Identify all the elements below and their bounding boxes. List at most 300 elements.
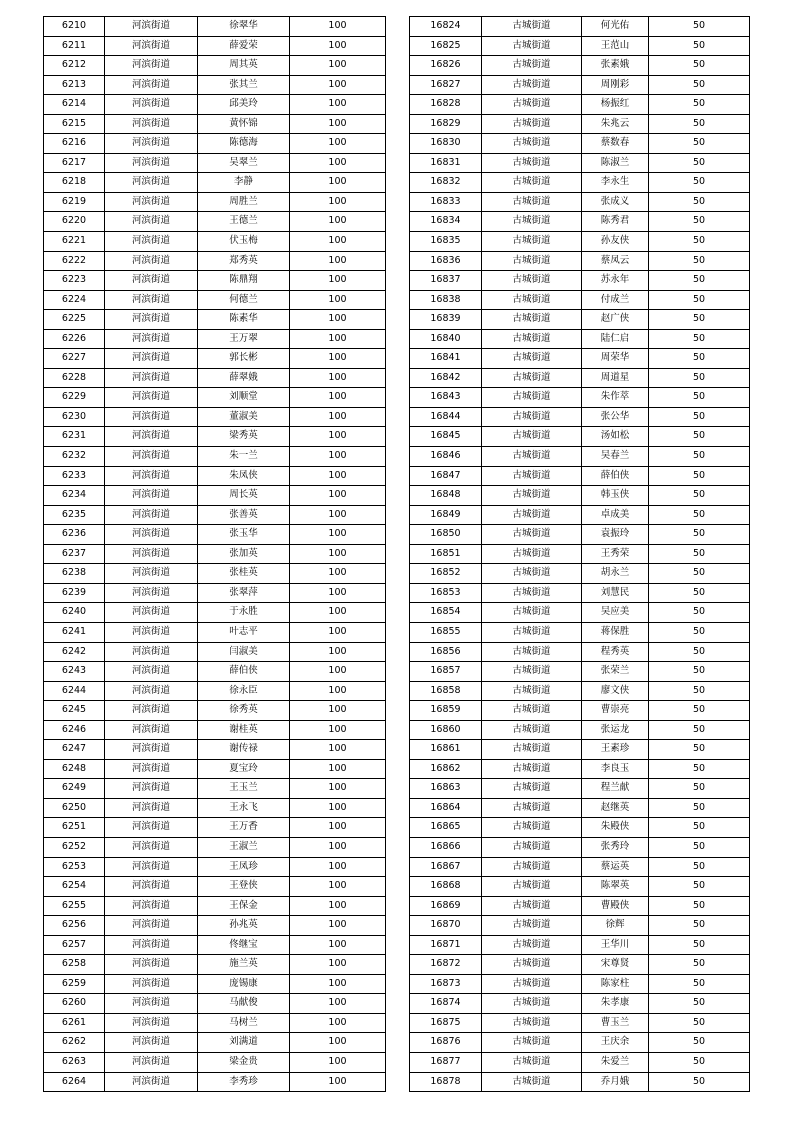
name-cell: 徐翠华 bbox=[198, 17, 290, 37]
table-row bbox=[44, 798, 386, 818]
amount-cell: 50 bbox=[649, 36, 750, 56]
street-cell: 古城街道 bbox=[482, 388, 582, 408]
amount-cell: 100 bbox=[290, 153, 386, 173]
table-row bbox=[410, 525, 750, 545]
table-row bbox=[410, 974, 750, 994]
table-row bbox=[44, 388, 386, 408]
amount-cell: 100 bbox=[290, 603, 386, 623]
serial-number-cell: 16869 bbox=[410, 896, 482, 916]
street-cell: 河滨街道 bbox=[105, 603, 198, 623]
serial-number-cell: 16868 bbox=[410, 877, 482, 897]
serial-number-cell: 6244 bbox=[44, 681, 105, 701]
amount-cell: 50 bbox=[649, 642, 750, 662]
amount-cell: 100 bbox=[290, 407, 386, 427]
street-cell: 河滨街道 bbox=[105, 544, 198, 564]
table-row bbox=[410, 407, 750, 427]
serial-number-cell: 6225 bbox=[44, 310, 105, 330]
amount-cell: 100 bbox=[290, 681, 386, 701]
amount-cell: 100 bbox=[290, 1072, 386, 1092]
amount-cell: 100 bbox=[290, 759, 386, 779]
serial-number-cell: 6259 bbox=[44, 974, 105, 994]
serial-number-cell: 16836 bbox=[410, 251, 482, 271]
street-cell: 河滨街道 bbox=[105, 56, 198, 76]
street-cell: 河滨街道 bbox=[105, 779, 198, 799]
serial-number-cell: 6233 bbox=[44, 466, 105, 486]
table-row bbox=[44, 505, 386, 525]
amount-cell: 100 bbox=[290, 701, 386, 721]
table-row bbox=[410, 681, 750, 701]
amount-cell: 100 bbox=[290, 447, 386, 467]
amount-cell: 100 bbox=[290, 427, 386, 447]
name-cell: 周长英 bbox=[198, 486, 290, 506]
street-cell: 古城街道 bbox=[482, 407, 582, 427]
table-row bbox=[44, 368, 386, 388]
name-cell: 陈鼎翔 bbox=[198, 271, 290, 291]
street-cell: 河滨街道 bbox=[105, 1072, 198, 1092]
serial-number-cell: 16824 bbox=[410, 17, 482, 37]
name-cell: 赵广侠 bbox=[582, 310, 649, 330]
street-cell: 古城街道 bbox=[482, 818, 582, 838]
amount-cell: 100 bbox=[290, 564, 386, 584]
table-row bbox=[410, 447, 750, 467]
street-cell: 古城街道 bbox=[482, 916, 582, 936]
name-cell: 朱作萃 bbox=[582, 388, 649, 408]
serial-number-cell: 6223 bbox=[44, 271, 105, 291]
amount-cell: 50 bbox=[649, 974, 750, 994]
amount-cell: 50 bbox=[649, 427, 750, 447]
street-cell: 河滨街道 bbox=[105, 466, 198, 486]
name-cell: 郑秀英 bbox=[198, 251, 290, 271]
street-cell: 古城街道 bbox=[482, 1013, 582, 1033]
serial-number-cell: 16848 bbox=[410, 486, 482, 506]
serial-number-cell: 6220 bbox=[44, 212, 105, 232]
street-cell: 古城街道 bbox=[482, 153, 582, 173]
street-cell: 古城街道 bbox=[482, 642, 582, 662]
table-row bbox=[410, 818, 750, 838]
name-cell: 伏玉梅 bbox=[198, 232, 290, 252]
amount-cell: 50 bbox=[649, 368, 750, 388]
table-row bbox=[410, 720, 750, 740]
amount-cell: 50 bbox=[649, 955, 750, 975]
name-cell: 王万翠 bbox=[198, 329, 290, 349]
name-cell: 孙友侠 bbox=[582, 232, 649, 252]
serial-number-cell: 6246 bbox=[44, 720, 105, 740]
street-cell: 河滨街道 bbox=[105, 955, 198, 975]
street-cell: 河滨街道 bbox=[105, 232, 198, 252]
name-cell: 王凤珍 bbox=[198, 857, 290, 877]
street-cell: 古城街道 bbox=[482, 466, 582, 486]
right-roster-body bbox=[410, 17, 750, 1092]
table-row bbox=[410, 857, 750, 877]
amount-cell: 50 bbox=[649, 114, 750, 134]
amount-cell: 50 bbox=[649, 407, 750, 427]
name-cell: 叶志平 bbox=[198, 622, 290, 642]
amount-cell: 50 bbox=[649, 17, 750, 37]
serial-number-cell: 6224 bbox=[44, 290, 105, 310]
amount-cell: 50 bbox=[649, 232, 750, 252]
amount-cell: 50 bbox=[649, 1013, 750, 1033]
table-row bbox=[44, 1013, 386, 1033]
amount-cell: 100 bbox=[290, 17, 386, 37]
street-cell: 古城街道 bbox=[482, 798, 582, 818]
left-roster-table bbox=[43, 16, 386, 1092]
street-cell: 河滨街道 bbox=[105, 427, 198, 447]
amount-cell: 100 bbox=[290, 935, 386, 955]
street-cell: 河滨街道 bbox=[105, 329, 198, 349]
street-cell: 古城街道 bbox=[482, 447, 582, 467]
amount-cell: 100 bbox=[290, 779, 386, 799]
table-row bbox=[410, 779, 750, 799]
serial-number-cell: 6262 bbox=[44, 1033, 105, 1053]
street-cell: 古城街道 bbox=[482, 349, 582, 369]
street-cell: 河滨街道 bbox=[105, 759, 198, 779]
table-row bbox=[410, 17, 750, 37]
name-cell: 于永胜 bbox=[198, 603, 290, 623]
name-cell: 王淑兰 bbox=[198, 837, 290, 857]
amount-cell: 50 bbox=[649, 896, 750, 916]
amount-cell: 100 bbox=[290, 896, 386, 916]
amount-cell: 100 bbox=[290, 818, 386, 838]
table-row bbox=[410, 583, 750, 603]
table-row bbox=[410, 388, 750, 408]
street-cell: 河滨街道 bbox=[105, 447, 198, 467]
serial-number-cell: 16858 bbox=[410, 681, 482, 701]
table-row bbox=[410, 56, 750, 76]
serial-number-cell: 6232 bbox=[44, 447, 105, 467]
name-cell: 王登侠 bbox=[198, 877, 290, 897]
street-cell: 河滨街道 bbox=[105, 877, 198, 897]
serial-number-cell: 6237 bbox=[44, 544, 105, 564]
street-cell: 古城街道 bbox=[482, 290, 582, 310]
amount-cell: 100 bbox=[290, 1013, 386, 1033]
name-cell: 何德兰 bbox=[198, 290, 290, 310]
serial-number-cell: 16843 bbox=[410, 388, 482, 408]
name-cell: 朱殿侠 bbox=[582, 818, 649, 838]
street-cell: 古城街道 bbox=[482, 857, 582, 877]
table-row bbox=[44, 583, 386, 603]
name-cell: 吴翠兰 bbox=[198, 153, 290, 173]
street-cell: 古城街道 bbox=[482, 564, 582, 584]
name-cell: 何光佑 bbox=[582, 17, 649, 37]
serial-number-cell: 6236 bbox=[44, 525, 105, 545]
amount-cell: 50 bbox=[649, 290, 750, 310]
table-row bbox=[44, 192, 386, 212]
street-cell: 古城街道 bbox=[482, 173, 582, 193]
serial-number-cell: 16830 bbox=[410, 134, 482, 154]
amount-cell: 100 bbox=[290, 466, 386, 486]
street-cell: 古城街道 bbox=[482, 740, 582, 760]
amount-cell: 50 bbox=[649, 603, 750, 623]
serial-number-cell: 6216 bbox=[44, 134, 105, 154]
table-row bbox=[44, 779, 386, 799]
street-cell: 河滨街道 bbox=[105, 153, 198, 173]
street-cell: 河滨街道 bbox=[105, 798, 198, 818]
name-cell: 施兰英 bbox=[198, 955, 290, 975]
name-cell: 邱美玲 bbox=[198, 95, 290, 115]
table-row bbox=[410, 896, 750, 916]
name-cell: 蔡数春 bbox=[582, 134, 649, 154]
serial-number-cell: 16851 bbox=[410, 544, 482, 564]
serial-number-cell: 16852 bbox=[410, 564, 482, 584]
serial-number-cell: 16877 bbox=[410, 1052, 482, 1072]
name-cell: 庞锡康 bbox=[198, 974, 290, 994]
table-row bbox=[410, 1052, 750, 1072]
name-cell: 苏永年 bbox=[582, 271, 649, 291]
street-cell: 河滨街道 bbox=[105, 896, 198, 916]
table-row bbox=[410, 134, 750, 154]
name-cell: 周其英 bbox=[198, 56, 290, 76]
table-row bbox=[44, 1072, 386, 1092]
serial-number-cell: 6254 bbox=[44, 877, 105, 897]
amount-cell: 100 bbox=[290, 388, 386, 408]
table-row bbox=[44, 525, 386, 545]
amount-cell: 100 bbox=[290, 192, 386, 212]
serial-number-cell: 6214 bbox=[44, 95, 105, 115]
amount-cell: 100 bbox=[290, 75, 386, 95]
name-cell: 张秀玲 bbox=[582, 837, 649, 857]
street-cell: 古城街道 bbox=[482, 662, 582, 682]
serial-number-cell: 6219 bbox=[44, 192, 105, 212]
amount-cell: 50 bbox=[649, 95, 750, 115]
serial-number-cell: 16853 bbox=[410, 583, 482, 603]
name-cell: 黄怀锦 bbox=[198, 114, 290, 134]
table-row bbox=[44, 407, 386, 427]
street-cell: 古城街道 bbox=[482, 759, 582, 779]
name-cell: 廖文侠 bbox=[582, 681, 649, 701]
amount-cell: 50 bbox=[649, 134, 750, 154]
serial-number-cell: 16878 bbox=[410, 1072, 482, 1092]
table-row bbox=[410, 310, 750, 330]
name-cell: 王德兰 bbox=[198, 212, 290, 232]
name-cell: 程兰献 bbox=[582, 779, 649, 799]
street-cell: 河滨街道 bbox=[105, 192, 198, 212]
serial-number-cell: 6250 bbox=[44, 798, 105, 818]
table-row bbox=[410, 642, 750, 662]
table-row bbox=[44, 232, 386, 252]
name-cell: 曹玉兰 bbox=[582, 1013, 649, 1033]
amount-cell: 50 bbox=[649, 916, 750, 936]
amount-cell: 100 bbox=[290, 544, 386, 564]
amount-cell: 50 bbox=[649, 271, 750, 291]
serial-number-cell: 16845 bbox=[410, 427, 482, 447]
amount-cell: 100 bbox=[290, 974, 386, 994]
serial-number-cell: 16859 bbox=[410, 701, 482, 721]
amount-cell: 50 bbox=[649, 310, 750, 330]
name-cell: 杨振红 bbox=[582, 95, 649, 115]
table-row bbox=[44, 75, 386, 95]
street-cell: 古城街道 bbox=[482, 251, 582, 271]
serial-number-cell: 16856 bbox=[410, 642, 482, 662]
street-cell: 河滨街道 bbox=[105, 36, 198, 56]
street-cell: 河滨街道 bbox=[105, 173, 198, 193]
name-cell: 薛翠娥 bbox=[198, 368, 290, 388]
name-cell: 徐永臣 bbox=[198, 681, 290, 701]
serial-number-cell: 6231 bbox=[44, 427, 105, 447]
street-cell: 河滨街道 bbox=[105, 290, 198, 310]
name-cell: 胡永兰 bbox=[582, 564, 649, 584]
amount-cell: 100 bbox=[290, 1033, 386, 1053]
serial-number-cell: 16875 bbox=[410, 1013, 482, 1033]
amount-cell: 100 bbox=[290, 36, 386, 56]
street-cell: 古城街道 bbox=[482, 134, 582, 154]
street-cell: 河滨街道 bbox=[105, 1013, 198, 1033]
street-cell: 河滨街道 bbox=[105, 75, 198, 95]
table-row bbox=[44, 271, 386, 291]
table-row bbox=[44, 994, 386, 1014]
street-cell: 河滨街道 bbox=[105, 212, 198, 232]
amount-cell: 50 bbox=[649, 740, 750, 760]
street-cell: 河滨街道 bbox=[105, 622, 198, 642]
amount-cell: 50 bbox=[649, 622, 750, 642]
name-cell: 张其兰 bbox=[198, 75, 290, 95]
table-row bbox=[44, 955, 386, 975]
street-cell: 河滨街道 bbox=[105, 1052, 198, 1072]
name-cell: 陈家柱 bbox=[582, 974, 649, 994]
serial-number-cell: 6255 bbox=[44, 896, 105, 916]
amount-cell: 50 bbox=[649, 486, 750, 506]
table-row bbox=[44, 114, 386, 134]
street-cell: 河滨街道 bbox=[105, 349, 198, 369]
name-cell: 王华川 bbox=[582, 935, 649, 955]
street-cell: 古城街道 bbox=[482, 212, 582, 232]
table-row bbox=[410, 1072, 750, 1092]
serial-number-cell: 6235 bbox=[44, 505, 105, 525]
street-cell: 河滨街道 bbox=[105, 583, 198, 603]
serial-number-cell: 6211 bbox=[44, 36, 105, 56]
table-row bbox=[44, 603, 386, 623]
amount-cell: 100 bbox=[290, 271, 386, 291]
serial-number-cell: 6222 bbox=[44, 251, 105, 271]
table-row bbox=[410, 798, 750, 818]
street-cell: 河滨街道 bbox=[105, 407, 198, 427]
serial-number-cell: 6229 bbox=[44, 388, 105, 408]
name-cell: 陈德海 bbox=[198, 134, 290, 154]
street-cell: 古城街道 bbox=[482, 427, 582, 447]
serial-number-cell: 6263 bbox=[44, 1052, 105, 1072]
serial-number-cell: 6260 bbox=[44, 994, 105, 1014]
name-cell: 周刚彩 bbox=[582, 75, 649, 95]
serial-number-cell: 16865 bbox=[410, 818, 482, 838]
amount-cell: 50 bbox=[649, 877, 750, 897]
table-row bbox=[410, 701, 750, 721]
table-row bbox=[44, 759, 386, 779]
name-cell: 薛伯侠 bbox=[582, 466, 649, 486]
serial-number-cell: 6234 bbox=[44, 486, 105, 506]
name-cell: 付成兰 bbox=[582, 290, 649, 310]
name-cell: 吴春兰 bbox=[582, 447, 649, 467]
name-cell: 韩玉侠 bbox=[582, 486, 649, 506]
table-row bbox=[44, 56, 386, 76]
name-cell: 马树兰 bbox=[198, 1013, 290, 1033]
serial-number-cell: 6252 bbox=[44, 837, 105, 857]
serial-number-cell: 16844 bbox=[410, 407, 482, 427]
amount-cell: 100 bbox=[290, 251, 386, 271]
street-cell: 古城街道 bbox=[482, 720, 582, 740]
name-cell: 吴应美 bbox=[582, 603, 649, 623]
street-cell: 古城街道 bbox=[482, 75, 582, 95]
street-cell: 古城街道 bbox=[482, 271, 582, 291]
left-roster-body bbox=[44, 17, 386, 1092]
serial-number-cell: 16873 bbox=[410, 974, 482, 994]
amount-cell: 50 bbox=[649, 818, 750, 838]
table-row bbox=[44, 212, 386, 232]
amount-cell: 100 bbox=[290, 505, 386, 525]
name-cell: 闫淑美 bbox=[198, 642, 290, 662]
table-row bbox=[410, 759, 750, 779]
amount-cell: 100 bbox=[290, 349, 386, 369]
serial-number-cell: 16864 bbox=[410, 798, 482, 818]
name-cell: 朱一兰 bbox=[198, 447, 290, 467]
serial-number-cell: 16842 bbox=[410, 368, 482, 388]
amount-cell: 100 bbox=[290, 290, 386, 310]
street-cell: 河滨街道 bbox=[105, 251, 198, 271]
table-row bbox=[410, 368, 750, 388]
street-cell: 古城街道 bbox=[482, 974, 582, 994]
street-cell: 古城街道 bbox=[482, 310, 582, 330]
street-cell: 古城街道 bbox=[482, 544, 582, 564]
street-cell: 古城街道 bbox=[482, 114, 582, 134]
table-row bbox=[410, 349, 750, 369]
serial-number-cell: 6243 bbox=[44, 662, 105, 682]
serial-number-cell: 16840 bbox=[410, 329, 482, 349]
name-cell: 王秀荣 bbox=[582, 544, 649, 564]
name-cell: 汤如松 bbox=[582, 427, 649, 447]
street-cell: 古城街道 bbox=[482, 681, 582, 701]
serial-number-cell: 6210 bbox=[44, 17, 105, 37]
amount-cell: 100 bbox=[290, 329, 386, 349]
street-cell: 古城街道 bbox=[482, 505, 582, 525]
serial-number-cell: 6218 bbox=[44, 173, 105, 193]
amount-cell: 50 bbox=[649, 681, 750, 701]
amount-cell: 100 bbox=[290, 662, 386, 682]
name-cell: 刘满道 bbox=[198, 1033, 290, 1053]
serial-number-cell: 6239 bbox=[44, 583, 105, 603]
street-cell: 河滨街道 bbox=[105, 720, 198, 740]
table-row bbox=[410, 329, 750, 349]
table-row bbox=[410, 36, 750, 56]
street-cell: 古城街道 bbox=[482, 56, 582, 76]
street-cell: 河滨街道 bbox=[105, 134, 198, 154]
table-row bbox=[410, 153, 750, 173]
amount-cell: 100 bbox=[290, 642, 386, 662]
name-cell: 佟继宝 bbox=[198, 935, 290, 955]
serial-number-cell: 16855 bbox=[410, 622, 482, 642]
serial-number-cell: 16867 bbox=[410, 857, 482, 877]
table-row bbox=[410, 466, 750, 486]
serial-number-cell: 16854 bbox=[410, 603, 482, 623]
amount-cell: 50 bbox=[649, 349, 750, 369]
name-cell: 梁金贵 bbox=[198, 1052, 290, 1072]
street-cell: 河滨街道 bbox=[105, 818, 198, 838]
name-cell: 朱孝康 bbox=[582, 994, 649, 1014]
name-cell: 张善英 bbox=[198, 505, 290, 525]
name-cell: 宋尊贤 bbox=[582, 955, 649, 975]
street-cell: 古城街道 bbox=[482, 994, 582, 1014]
table-row bbox=[410, 837, 750, 857]
name-cell: 程秀英 bbox=[582, 642, 649, 662]
table-row bbox=[44, 36, 386, 56]
amount-cell: 50 bbox=[649, 447, 750, 467]
table-row bbox=[44, 877, 386, 897]
name-cell: 董淑美 bbox=[198, 407, 290, 427]
serial-number-cell: 6230 bbox=[44, 407, 105, 427]
serial-number-cell: 16863 bbox=[410, 779, 482, 799]
street-cell: 古城街道 bbox=[482, 486, 582, 506]
serial-number-cell: 16828 bbox=[410, 95, 482, 115]
table-row bbox=[410, 212, 750, 232]
street-cell: 河滨街道 bbox=[105, 837, 198, 857]
name-cell: 曹殿侠 bbox=[582, 896, 649, 916]
